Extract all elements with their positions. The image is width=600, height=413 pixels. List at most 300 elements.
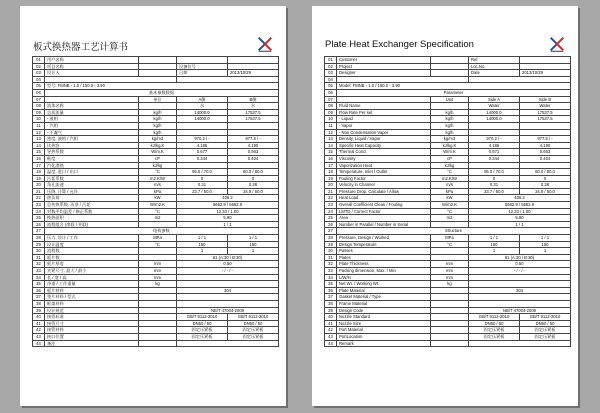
cell-full: Model: FMNB - 1.0 / 150.0 - 3.90 xyxy=(337,83,571,90)
cell-no: 01 xyxy=(325,57,337,64)
spec-table xyxy=(32,56,279,347)
cell-a xyxy=(45,76,177,83)
cell-span2: - / - / - xyxy=(469,268,571,275)
cell-no: 15 xyxy=(325,149,337,156)
cell-unit xyxy=(139,320,177,327)
cell-vb: 0 xyxy=(520,175,571,182)
table-row xyxy=(325,208,571,215)
cell-no: 34 xyxy=(325,274,337,281)
spec-sheet-chinese xyxy=(20,6,286,406)
cell-va xyxy=(469,129,520,136)
cell-name: 换热面积 xyxy=(45,215,139,222)
cell-vb: 0.404 xyxy=(228,155,279,162)
cell-span2: 0.50 xyxy=(469,261,571,268)
cell-unit xyxy=(431,314,469,321)
cell-unit: Unit xyxy=(431,96,469,103)
cell-no: 17 xyxy=(33,162,45,169)
cell-name: - Vapor xyxy=(337,122,431,129)
cell-vb: 固定压紧板 xyxy=(228,333,279,340)
cell-name: 压降, 计算 / 允许 xyxy=(45,188,139,195)
table-row xyxy=(33,287,279,294)
cell-name: 板片厚度 xyxy=(45,261,139,268)
cell-b xyxy=(139,70,177,77)
cell-unit: mm xyxy=(139,274,177,281)
cell-name: - 不凝气 xyxy=(45,129,139,136)
cell-d xyxy=(520,57,571,64)
table-row xyxy=(33,122,279,129)
cell-name: - Non Condensation Vapor xyxy=(337,129,431,136)
table-row xyxy=(33,235,279,242)
table-row xyxy=(325,76,571,83)
cell-b xyxy=(469,76,571,83)
table-row xyxy=(325,254,571,261)
table-row xyxy=(325,70,571,77)
cell-no: 11 xyxy=(325,122,337,129)
cell-no: 24 xyxy=(33,208,45,215)
cell-unit: mm xyxy=(431,268,469,275)
cell-no: 27 xyxy=(33,228,45,235)
cell-no: 18 xyxy=(325,169,337,176)
table-row xyxy=(33,76,279,83)
table-row xyxy=(325,188,571,195)
table-row xyxy=(325,195,571,202)
cell-no: 01 xyxy=(33,57,45,64)
cell-unit xyxy=(431,248,469,255)
table-row xyxy=(325,300,571,307)
table-row xyxy=(33,70,279,77)
table-row xyxy=(325,116,571,123)
table-row xyxy=(33,175,279,182)
cell-name: 比热容 xyxy=(45,142,139,149)
table-row xyxy=(33,274,279,281)
cell-no: 09 xyxy=(325,109,337,116)
cell-no: 23 xyxy=(325,202,337,209)
cell-unit: W/m.K xyxy=(431,149,469,156)
cell-d: 2013/10/29 xyxy=(228,70,279,77)
cell-span2: 5.90 xyxy=(469,215,571,222)
cell-name: Plate Thickness xyxy=(337,261,431,268)
table-row xyxy=(325,221,571,228)
table-row xyxy=(325,294,571,301)
cell-no: 05 xyxy=(325,83,337,90)
cell-unit: °C xyxy=(139,241,177,248)
cell-unit: W/m.K xyxy=(139,149,177,156)
cell-name xyxy=(45,96,139,103)
cell-va: 970.2 / - xyxy=(469,136,520,143)
table-row xyxy=(325,261,571,268)
cell-unit xyxy=(139,254,177,261)
cell-va: 0 xyxy=(177,175,228,182)
cell-name: LMTD / Correct Factor xyxy=(337,208,431,215)
cell-vb: 1 / 1 xyxy=(520,235,571,242)
cell-span2: 406.2 xyxy=(177,195,279,202)
cell-name: 总传热系数, 洁净 / 污垢 xyxy=(45,202,139,209)
cell-unit: kg/h xyxy=(139,129,177,136)
cell-a: 用户名称 xyxy=(45,57,139,64)
table-row xyxy=(33,254,279,261)
cell-a: Project xyxy=(337,63,431,70)
cell-vb: B侧 xyxy=(228,96,279,103)
cell-unit xyxy=(139,327,177,334)
cell-unit xyxy=(431,221,469,228)
table-row xyxy=(33,202,279,209)
cell-unit: m2.K/W xyxy=(139,175,177,182)
cell-va: Water xyxy=(469,103,520,110)
cell-name: L/W/H xyxy=(337,274,431,281)
table-row xyxy=(325,268,571,275)
cell-va: 14000.0 xyxy=(177,109,228,116)
cell-no: 24 xyxy=(325,208,337,215)
cell-name: 接口位置 xyxy=(45,333,139,340)
cell-name: Specific Heat Capacity xyxy=(337,142,431,149)
table-row xyxy=(325,235,571,242)
cell-unit: MPa xyxy=(431,235,469,242)
cell-va xyxy=(177,129,228,136)
cell-a: 项目名称 xyxy=(45,63,139,70)
cell-unit xyxy=(139,294,177,301)
cell-span2: 61 (A:30 / B:30) xyxy=(469,254,571,261)
cell-vb: 34.9 / 50.0 xyxy=(228,188,279,195)
cell-unit xyxy=(431,327,469,334)
cell-name: 热负荷 xyxy=(45,195,139,202)
cell-va: 固定压紧板 xyxy=(177,333,228,340)
cell-name: Plate Material xyxy=(337,287,431,294)
cell-unit xyxy=(139,314,177,321)
hx-logo-icon xyxy=(548,35,566,53)
table-row xyxy=(33,142,279,149)
cell-span2: 12.33 / 1.00 xyxy=(177,208,279,215)
cell-no: 09 xyxy=(33,109,45,116)
cell-name: 密度, 液相 / 汽相 xyxy=(45,136,139,143)
cell-unit xyxy=(139,248,177,255)
cell-vb: Water xyxy=(520,103,571,110)
cell-vb: 4.190 xyxy=(520,142,571,149)
cell-unit: m2 xyxy=(431,215,469,222)
cell-vb xyxy=(520,162,571,169)
cell-name: 粘度 xyxy=(45,155,139,162)
table-row xyxy=(33,300,279,307)
cell-va: 0.31 xyxy=(177,182,228,189)
table-row xyxy=(33,248,279,255)
cell-name: Design Temperature xyxy=(337,241,431,248)
cell-name: 接管尺寸 xyxy=(45,320,139,327)
cell-no: 07 xyxy=(325,96,337,103)
cell-vb: 17537.5 xyxy=(228,109,279,116)
cell-va: 95.0 / 70.0 xyxy=(177,169,228,176)
table-row xyxy=(325,96,571,103)
cell-vb: 150 xyxy=(228,241,279,248)
cell-span2: NB/T 47004-2009 xyxy=(469,307,571,314)
cell-span2 xyxy=(177,340,279,347)
table-row xyxy=(33,333,279,340)
cell-no: 44 xyxy=(325,340,337,347)
cell-va: 固定压紧板 xyxy=(177,327,228,334)
cell-va: GB/T 9112-2010 xyxy=(177,314,228,321)
cell-va: 0.31 xyxy=(469,182,520,189)
cell-unit: °C xyxy=(431,169,469,176)
cell-unit: kJ/kg.K xyxy=(139,142,177,149)
table-row xyxy=(325,202,571,209)
cell-name: Vaporization Heat xyxy=(337,162,431,169)
cell-c: 设备位号 xyxy=(177,63,228,70)
cell-span2: 5662.9 / 5662.9 xyxy=(177,202,279,209)
cell-va: 150 xyxy=(177,241,228,248)
cell-va: 14000.0 xyxy=(177,116,228,123)
cell-no: 10 xyxy=(33,116,45,123)
cell-name: Overall Coefficient Clean / Fouling xyxy=(337,202,431,209)
cell-no: 41 xyxy=(325,320,337,327)
table-row xyxy=(325,215,571,222)
cell-vb: 0.663 xyxy=(228,149,279,156)
cell-no: 26 xyxy=(325,221,337,228)
cell-name: 流程组合 (串联 / 并联) xyxy=(45,221,139,228)
cell-no: 43 xyxy=(33,333,45,340)
cell-unit: m/s xyxy=(431,182,469,189)
cell-va: DN50 / 50 xyxy=(469,320,520,327)
cell-no: 42 xyxy=(325,327,337,334)
cell-vb: GB/T 9112-2010 xyxy=(520,314,571,321)
table-row xyxy=(325,287,571,294)
cell-no: 32 xyxy=(33,261,45,268)
cell-unit xyxy=(431,294,469,301)
cell-unit xyxy=(139,300,177,307)
table-row xyxy=(33,228,279,235)
cell-sec: Structure xyxy=(337,228,571,235)
cell-no: 03 xyxy=(325,70,337,77)
cell-no: 20 xyxy=(325,182,337,189)
table-row xyxy=(33,129,279,136)
cell-no: 10 xyxy=(325,116,337,123)
cell-unit: kg/h xyxy=(431,129,469,136)
table-row xyxy=(33,162,279,169)
cell-a: Designer xyxy=(337,70,431,77)
cell-no: 12 xyxy=(325,129,337,136)
cell-span2: 406.2 xyxy=(469,195,571,202)
table-row xyxy=(33,221,279,228)
cell-va: 23.7 / 50.0 xyxy=(469,188,520,195)
cell-name: 压力, 设计 / 工作 xyxy=(45,235,139,242)
cell-vb: 17537.5 xyxy=(520,109,571,116)
cell-no: 34 xyxy=(33,274,45,281)
cell-no: 39 xyxy=(33,307,45,314)
cell-va: 0.344 xyxy=(177,155,228,162)
cell-vb: DN50 / 50 xyxy=(520,320,571,327)
cell-no: 16 xyxy=(325,155,337,162)
table-row xyxy=(325,248,571,255)
table-row xyxy=(325,314,571,321)
cell-unit: kPa xyxy=(139,188,177,195)
cell-no: 20 xyxy=(33,182,45,189)
cell-unit: 单位 xyxy=(139,96,177,103)
table-row xyxy=(33,215,279,222)
cell-span2 xyxy=(469,281,571,288)
cell-no: 06 xyxy=(33,89,45,96)
cell-no: 16 xyxy=(33,155,45,162)
table-row xyxy=(33,63,279,70)
table-row xyxy=(33,83,279,90)
cell-no: 33 xyxy=(325,268,337,275)
cell-no: 37 xyxy=(325,294,337,301)
cell-vb: 1 / 1 xyxy=(228,235,279,242)
table-row xyxy=(325,327,571,334)
cell-vb: 977.8 / - xyxy=(520,136,571,143)
table-row xyxy=(325,169,571,176)
cell-full: 型号: FMNB - 1.0 / 150.0 - 3.90 xyxy=(45,83,279,90)
cell-va: 1 / 1 xyxy=(469,235,520,242)
cell-c xyxy=(177,57,228,64)
cell-no: 41 xyxy=(33,320,45,327)
cell-no: 08 xyxy=(325,103,337,110)
cell-vb: 4.190 xyxy=(228,142,279,149)
table-row xyxy=(325,241,571,248)
cell-name: 总质流量 xyxy=(45,109,139,116)
table-row xyxy=(33,136,279,143)
cell-name: 导热系数 xyxy=(45,149,139,156)
cell-d: 2013/10/29 xyxy=(520,70,571,77)
cell-no: 35 xyxy=(33,281,45,288)
cell-no: 33 xyxy=(33,268,45,275)
cell-unit: mm xyxy=(431,274,469,281)
cell-span2: - / - / - xyxy=(177,268,279,275)
cell-name: Thermal Cond. xyxy=(337,149,431,156)
cell-vb xyxy=(228,129,279,136)
cell-name: Fouling Factor xyxy=(337,175,431,182)
cell-va: 95.0 / 70.0 xyxy=(469,169,520,176)
cell-vb: 0 xyxy=(228,175,279,182)
cell-name: 角孔流速 xyxy=(45,182,139,189)
cell-vb: 0.404 xyxy=(520,155,571,162)
cell-va xyxy=(469,122,520,129)
cell-vb: 1 xyxy=(228,248,279,255)
cell-vb: 34.9 / 50.0 xyxy=(520,188,571,195)
cell-no: 14 xyxy=(325,142,337,149)
cell-c: 日期 xyxy=(177,70,228,77)
cell-unit: kJ/kg xyxy=(139,162,177,169)
cell-unit xyxy=(139,340,177,347)
cell-va: 水 xyxy=(177,103,228,110)
table-row xyxy=(33,155,279,162)
cell-no: 25 xyxy=(325,215,337,222)
cell-va: 1 xyxy=(469,248,520,255)
cell-name: 温度, 进口 / 出口 xyxy=(45,169,139,176)
cell-unit: kg xyxy=(431,281,469,288)
cell-unit: m2.K/W xyxy=(431,175,469,182)
cell-va: 4.186 xyxy=(469,142,520,149)
cell-name: Design Code xyxy=(337,307,431,314)
cell-no: 26 xyxy=(33,221,45,228)
cell-unit: MPa xyxy=(139,235,177,242)
cell-va xyxy=(469,162,520,169)
cell-span2: 0.50 xyxy=(177,261,279,268)
cell-va: 1 / 1 xyxy=(177,235,228,242)
cell-unit: kg/h xyxy=(431,122,469,129)
cell-va: 970.2 / - xyxy=(177,136,228,143)
cell-d xyxy=(228,63,279,70)
cell-name: 汽化潜热 xyxy=(45,162,139,169)
cell-name: Velocity in Channel xyxy=(337,182,431,189)
cell-no: 07 xyxy=(33,96,45,103)
cell-name: Flow Rate Per set xyxy=(337,109,431,116)
cell-no: 04 xyxy=(33,76,45,83)
cell-unit: m2 xyxy=(139,215,177,222)
cell-sec: 基本参数数据 xyxy=(45,89,279,96)
cell-vb xyxy=(520,122,571,129)
cell-no: 30 xyxy=(325,248,337,255)
cell-no: 02 xyxy=(33,63,45,70)
table-row xyxy=(325,182,571,189)
cell-no: 06 xyxy=(325,89,337,96)
table-row xyxy=(33,268,279,275)
cell-unit xyxy=(139,287,177,294)
cell-name: Net Wt. / Working Wt. xyxy=(337,281,431,288)
cell-span2 xyxy=(469,294,571,301)
table-row xyxy=(325,89,571,96)
cell-name: Plates xyxy=(337,254,431,261)
cell-b xyxy=(177,76,279,83)
cell-d xyxy=(228,57,279,64)
cell-va: 1 xyxy=(177,248,228,255)
cell-va: 固定压紧板 xyxy=(469,333,520,340)
cell-unit xyxy=(431,320,469,327)
cell-name: Frame Material xyxy=(337,300,431,307)
cell-unit xyxy=(139,333,177,340)
cell-no: 31 xyxy=(33,254,45,261)
table-row xyxy=(325,307,571,314)
cell-name: 污垢系数 xyxy=(45,175,139,182)
table-row xyxy=(325,136,571,143)
cell-name: - 液相 xyxy=(45,116,139,123)
cell-span2: 5.90 xyxy=(177,215,279,222)
cell-name: Density, Liquid / Vapor xyxy=(337,136,431,143)
cell-va: 14000.0 xyxy=(469,109,520,116)
table-row xyxy=(33,169,279,176)
cell-unit: kg/m3 xyxy=(139,136,177,143)
table-row xyxy=(33,294,279,301)
cell-unit: kg/h xyxy=(431,116,469,123)
cell-no: 38 xyxy=(325,300,337,307)
cell-vb: GB/T 9112-2010 xyxy=(228,314,279,321)
cell-unit xyxy=(431,340,469,347)
cell-no: 28 xyxy=(33,235,45,242)
cell-unit: mm xyxy=(431,261,469,268)
hx-logo-icon xyxy=(256,35,274,53)
cell-no: 12 xyxy=(33,129,45,136)
cell-unit: mm xyxy=(139,268,177,275)
cell-sec: 结构参数 xyxy=(45,228,279,235)
cell-no: 40 xyxy=(33,314,45,321)
cell-name: - Liquid xyxy=(337,116,431,123)
cell-name: Pressure Drop, Calculate / Allow xyxy=(337,188,431,195)
cell-no: 44 xyxy=(33,340,45,347)
sheet-title: Plate Heat Exchanger Specification xyxy=(325,39,474,50)
cell-no: 19 xyxy=(325,175,337,182)
cell-name: Gasket Material / Type xyxy=(337,294,431,301)
cell-name: Nozzle Size xyxy=(337,320,431,327)
cell-no: 15 xyxy=(33,149,45,156)
table-row xyxy=(33,208,279,215)
cell-no: 22 xyxy=(325,195,337,202)
table-row xyxy=(33,320,279,327)
cell-unit: kg/m3 xyxy=(431,136,469,143)
cell-vb: 0.38 xyxy=(520,182,571,189)
cell-no: 21 xyxy=(33,188,45,195)
cell-span2 xyxy=(177,294,279,301)
cell-va: 14000.0 xyxy=(469,116,520,123)
cell-no: 28 xyxy=(325,235,337,242)
table-row xyxy=(33,103,279,110)
cell-no: 27 xyxy=(325,228,337,235)
cell-unit: kg/h xyxy=(139,109,177,116)
